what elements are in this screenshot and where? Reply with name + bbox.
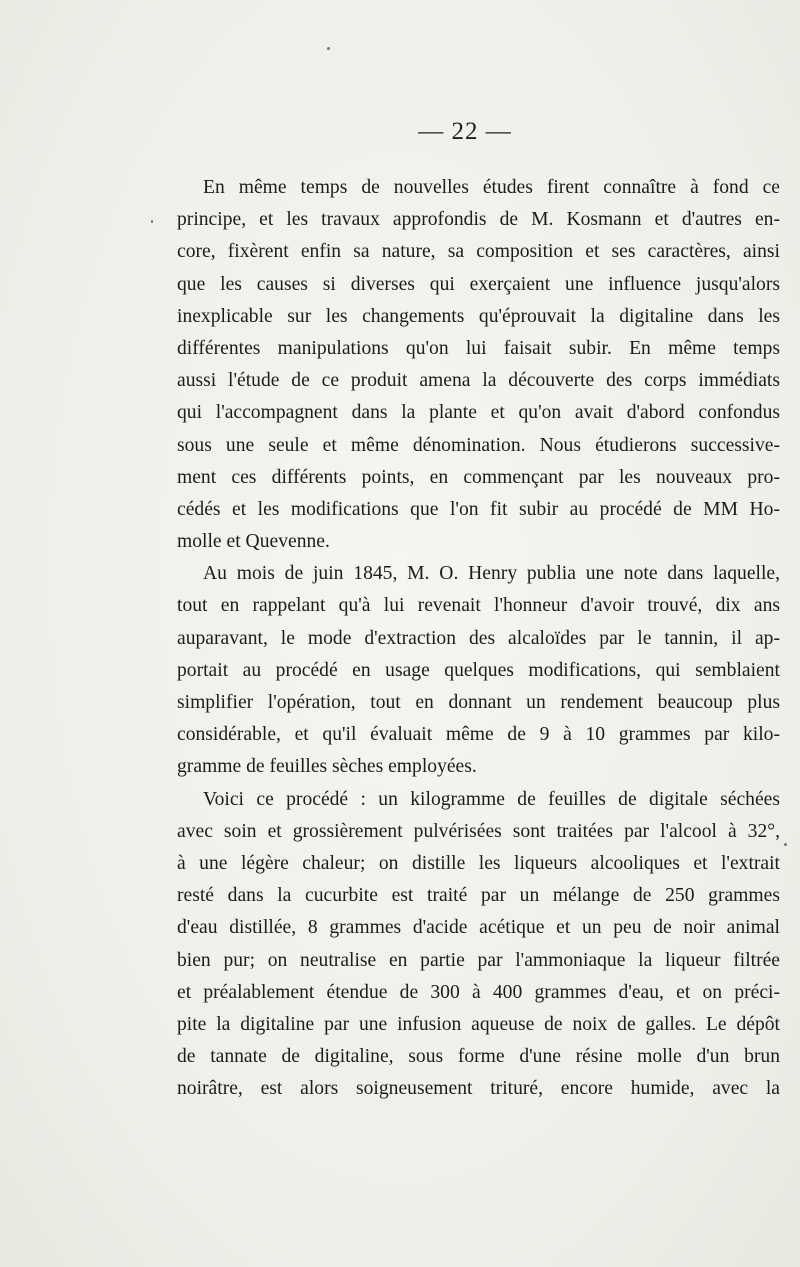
scan-speck [327,47,330,50]
text-line: qui l'accompagnent dans la plante et qu'on avait d'abord confondus [177,402,780,424]
text-line: En même temps de nouvelles études firent connaître à fond ce [203,177,780,198]
paragraph-3 [177,784,780,1106]
scan-speck [784,843,787,846]
paragraph-1 [177,172,780,558]
text-line: Voici ce procédé : un kilogramme de feuilles de digitale séchées [203,788,780,810]
text-line: gramme de feuilles sèches employées. [177,756,477,778]
text-line: tout en rappelant qu'à lui revenait l'honneur d'avoir trouvé, dix ans [177,595,780,617]
text-line: pite la digitaline par une infusion aqueuse de noix de galles. Le dépôt [177,1013,780,1035]
text-line: molle et Quevenne. [177,531,330,553]
text-line: inexplicable sur les changements qu'éprouvait la digitaline dans les [177,305,780,327]
text-line: aussi l'étude de ce produit amena la découverte des corps immédiats [177,370,780,392]
text-line: portait au procédé en usage quelques modifications, qui semblaient [177,659,780,681]
text-line: et préalablement étendue de 300 à 400 grammes d'eau, et on préci- [177,981,780,1003]
text-line: à une légère chaleur; on distille les liqueurs alcooliques et l'extrait [177,852,780,874]
text-line: avec soin et grossièrement pulvérisées sont traitées par l'alcool à 32°, [177,820,780,842]
text-line: core, fixèrent enfin sa nature, sa composition et ses caractères, ainsi [177,241,780,263]
text-line: sous une seule et même dénomination. Nous étudierons successive- [177,434,780,456]
paragraph-2 [177,558,780,783]
text-line: resté dans la cucurbite est traité par un mélange de 250 grammes [177,885,780,907]
text-line: différentes manipulations qu'on lui faisait subir. En même temps [177,337,780,359]
text-line: simplifier l'opération, tout en donnant un rendement beaucoup plus [177,692,780,713]
text-line: que les causes si diverses qui exerçaient une influence jusqu'alors [177,273,780,295]
text-line: ment ces différents points, en commençant par les nouveaux pro- [177,466,780,488]
text-line: bien pur; on neutralise en partie par l'ammoniaque la liqueur filtrée [177,949,780,971]
text-line: noirâtre, est alors soigneusement trituré, encore humide, avec la [177,1078,780,1100]
text-line: Au mois de juin 1845, M. O. Henry publia une note dans laquelle, [203,563,780,585]
text-line: considérable, et qu'il évaluait même de 9 à 10 grammes par kilo- [177,724,780,746]
page-number: — 22 — [418,118,512,145]
scan-speck [151,220,153,223]
text-line: de tannate de digitaline, sous forme d'une résine molle d'un brun [177,1046,780,1068]
text-line: cédés et les modifications que l'on fit subir au procédé de MM Ho- [177,498,780,520]
body-text [177,172,780,1105]
text-line: auparavant, le mode d'extraction des alcaloïdes par le tannin, il ap- [177,627,780,649]
text-line: principe, et les travaux approfondis de M. Kosmann et d'autres en- [177,209,780,231]
text-line: d'eau distillée, 8 grammes d'acide acétique et un peu de noir animal [177,917,780,939]
